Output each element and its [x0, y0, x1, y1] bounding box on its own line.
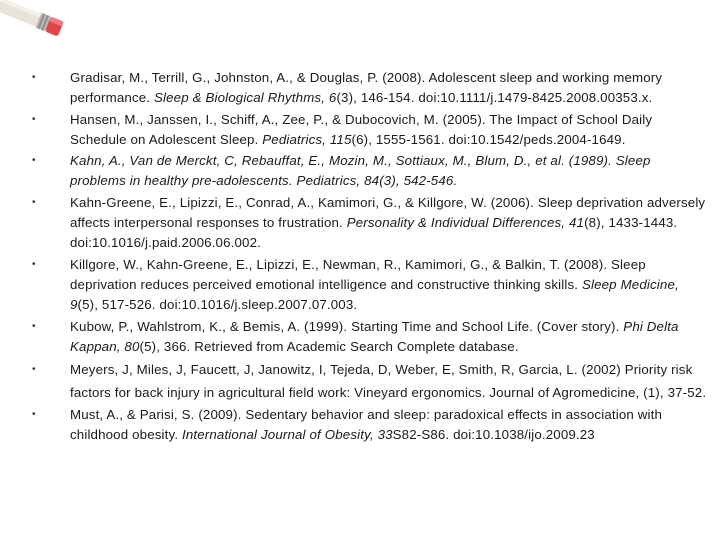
bullet-icon: •: [32, 320, 36, 332]
reference-text: Kahn-Greene, E., Lipizzi, E., Conrad, A., Kamimori, G., & Killgore, W. (2006). Sleep deprivation adversely affects interpersonal responses to frustration.: [70, 194, 706, 231]
bullet-icon: •: [32, 155, 36, 167]
reference-italic-text: Kahn, A., Van de Merckt, C, Rebauffat, E., Mozin, M., Sottiaux, M., Blum, D., et al. (1989). Sleep problems in healthy pre-adolescents. Pediatrics, 84(3), 542-546.: [70, 153, 651, 189]
reference-text: Kubow, P., Wahlstrom, K., & Bemis, A. (1999). Starting Time and School Life. (Cover story).: [70, 318, 624, 334]
reference-italic-text: International Journal of Obesity, 33: [182, 427, 393, 443]
reference-text: (5), 366. Retrieved from Academic Search Complete database.: [139, 338, 519, 354]
bullet-icon: •: [32, 72, 36, 83]
reference-text: S82-S86. doi:10.1038/ijo.2009.23: [392, 427, 595, 443]
reference-text: Killgore, W., Kahn-Greene, E., Lipizzi, E., Newman, R., Kamimori, G., & Balkin, T. (2008). Sleep deprivation reduces perceived emotional intelligence and constructive thinking skills.: [70, 256, 646, 292]
bullet-icon: •: [32, 364, 36, 376]
bullet-icon: •: [32, 258, 36, 270]
reference-text: Must, A., & Parisi, S. (2009). Sedentary behavior and sleep: paradoxical effects in association with childhood obesity.: [70, 407, 662, 443]
reference-italic-text: Pediatrics, 115: [262, 131, 352, 147]
pencil-icon: [0, 0, 90, 50]
reference-item: [28, 405, 708, 446]
reference-item: [28, 193, 708, 254]
reference-italic-text: Personality & Individual Differences, 41: [346, 215, 585, 231]
reference-text: Gradisar, M., Terrill, G., Johnston, A., & Douglas, P. (2008). Adolescent sleep and working memory performance.: [70, 70, 663, 106]
reference-item: [28, 151, 708, 192]
reference-item: [28, 317, 708, 358]
bullet-icon: •: [32, 196, 36, 208]
reference-item: [28, 255, 708, 316]
reference-item: [28, 110, 708, 151]
reference-item: [28, 68, 708, 109]
reference-text: (8), 1433-1443. doi:10.1016/j.paid.2006.06.002.: [70, 215, 678, 251]
reference-italic-text: Sleep Medicine, 9: [70, 276, 679, 313]
bullet-icon: •: [32, 113, 36, 125]
reference-italic-text: Sleep & Biological Rhythms, 6: [153, 90, 337, 106]
reference-item: [28, 358, 708, 404]
reference-text: (5), 517-526. doi:10.1016/j.sleep.2007.07.003.: [77, 297, 358, 313]
reference-text: Hansen, M., Janssen, I., Schiff, A., Zee, P., & Dubocovich, M. (2005). The Impact of School Daily Schedule on Adolescent Sleep.: [70, 111, 653, 147]
reference-italic-text: Phi Delta Kappan, 80: [70, 318, 679, 354]
reference-list: [28, 68, 708, 446]
reference-text: (6), 1555-1561. doi:10.1542/peds.2004-1649.: [351, 131, 626, 147]
reference-text: Meyers, J, Miles, J, Faucett, J, Janowitz, I, Tejeda, D, Weber, E, Smith, R, Garcia, L. (2002) Priority risk factors for back injury in agricultural field work: Vineyard ergonomics. Journal of Agromedicine, (1), 37-52.: [70, 362, 707, 401]
bullet-icon: •: [32, 409, 36, 421]
reference-text: (3), 146-154. doi:10.1111/j.1479-8425.2008.00353.x.: [336, 90, 653, 106]
